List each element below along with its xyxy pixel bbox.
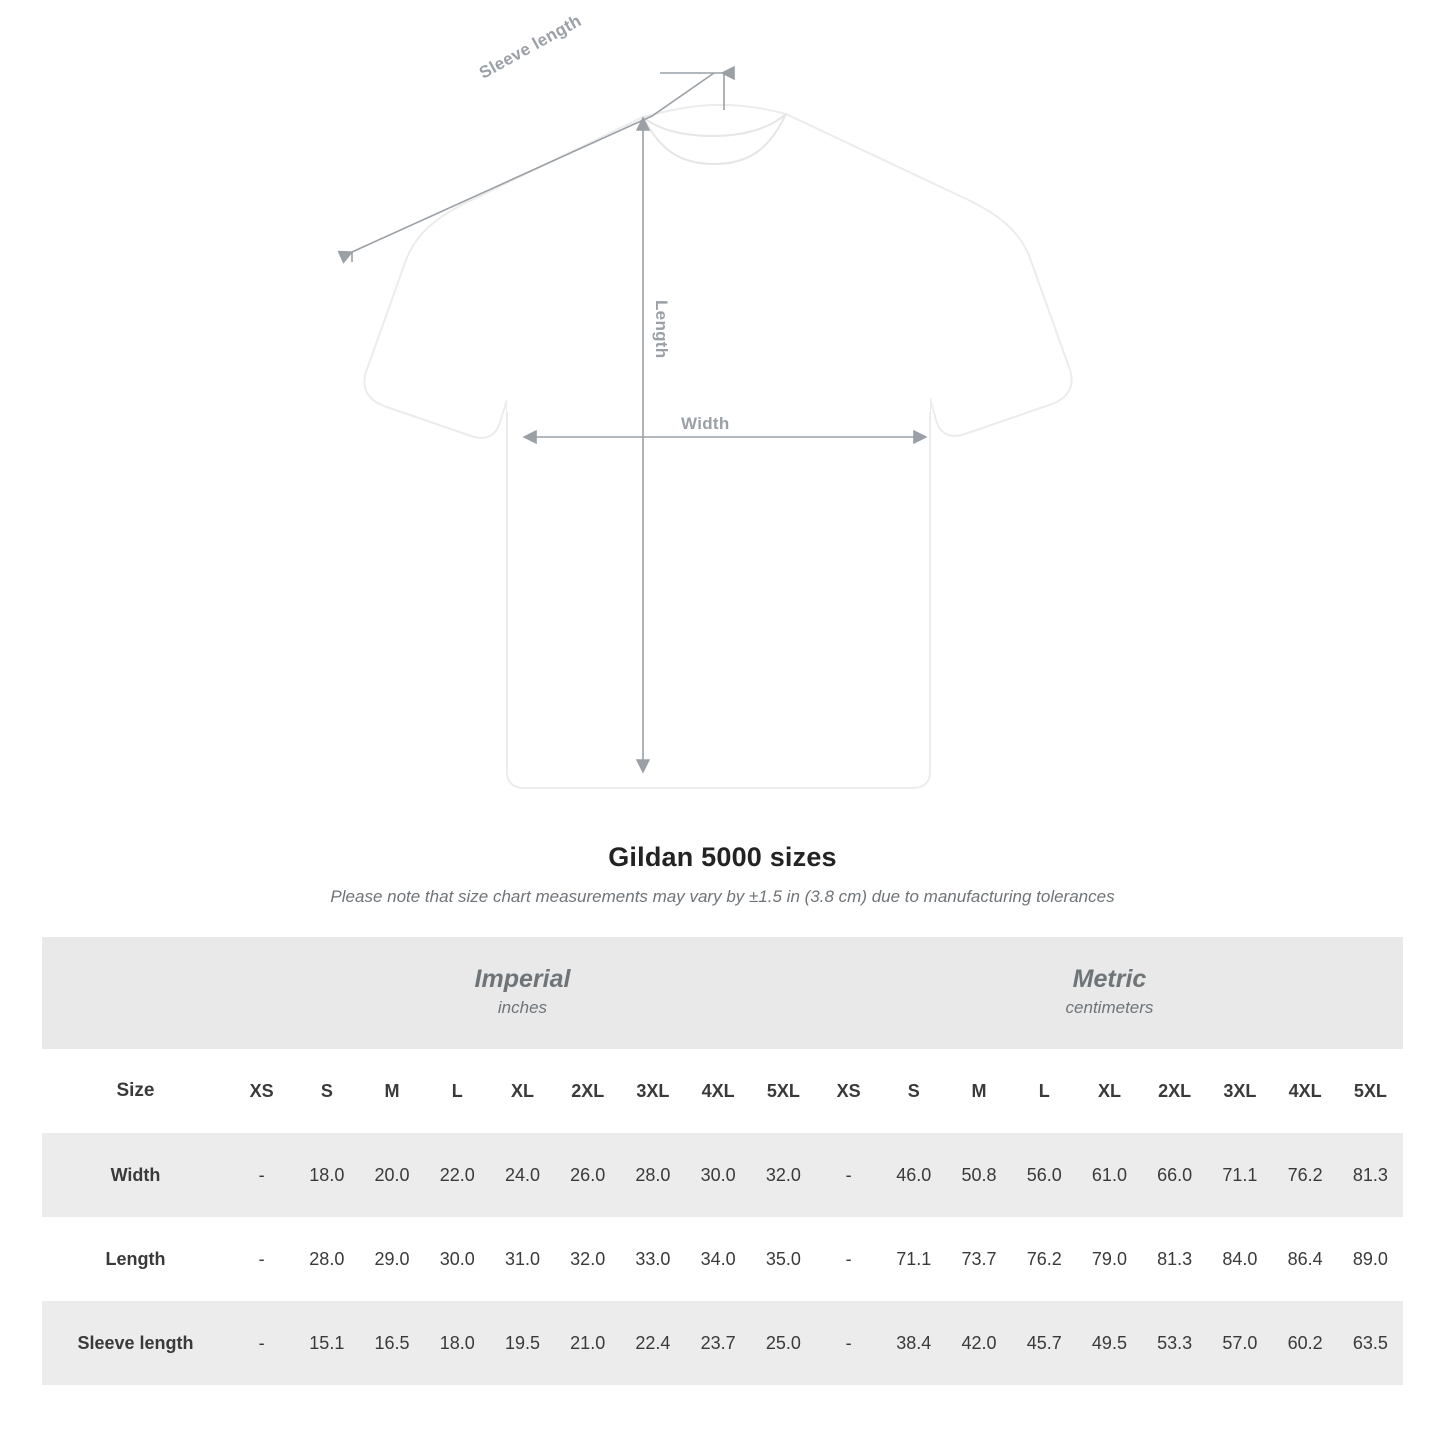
cell-length-metric-3xl: 84.0 (1207, 1217, 1272, 1301)
cell-sleeve-metric-xl: 49.5 (1077, 1301, 1142, 1385)
header-metric-5xl: 5XL (1338, 1049, 1403, 1133)
header-imperial-l: L (425, 1049, 490, 1133)
header-metric-xl: XL (1077, 1049, 1142, 1133)
cell-sleeve-metric-3xl: 57.0 (1207, 1301, 1272, 1385)
cell-width-metric-s: 46.0 (881, 1133, 946, 1217)
header-size: Size (42, 1049, 229, 1133)
row-label-length: Length (42, 1217, 229, 1301)
header-imperial-xl: XL (490, 1049, 555, 1133)
cell-length-metric-5xl: 89.0 (1338, 1217, 1403, 1301)
header-imperial-s: S (294, 1049, 359, 1133)
cell-sleeve-imperial-4xl: 23.7 (686, 1301, 751, 1385)
cell-width-imperial-s: 18.0 (294, 1133, 359, 1217)
cell-sleeve-imperial-m: 16.5 (359, 1301, 424, 1385)
unit-band-row (42, 937, 1403, 1049)
cell-length-metric-m: 73.7 (946, 1217, 1011, 1301)
header-imperial-4xl: 4XL (686, 1049, 751, 1133)
header-metric-4xl: 4XL (1273, 1049, 1338, 1133)
cell-width-imperial-4xl: 30.0 (686, 1133, 751, 1217)
cell-length-imperial-s: 28.0 (294, 1217, 359, 1301)
cell-length-metric-xl: 79.0 (1077, 1217, 1142, 1301)
size-table-container (42, 937, 1403, 1385)
cell-width-metric-2xl: 66.0 (1142, 1133, 1207, 1217)
table-header-row (42, 1049, 1403, 1133)
header-metric-2xl: 2XL (1142, 1049, 1207, 1133)
unit-group-imperial-name: Imperial (474, 965, 571, 994)
cell-width-imperial-l: 22.0 (425, 1133, 490, 1217)
length-label: Length (652, 300, 671, 359)
cell-length-imperial-xs: - (229, 1217, 294, 1301)
width-label: Width (681, 414, 730, 433)
unit-group-imperial-sub: inches (497, 997, 548, 1017)
cell-sleeve-imperial-3xl: 22.4 (620, 1301, 685, 1385)
table-row (42, 1301, 1403, 1385)
header-metric-m: M (946, 1049, 1011, 1133)
cell-sleeve-metric-4xl: 60.2 (1273, 1301, 1338, 1385)
cell-sleeve-metric-m: 42.0 (946, 1301, 1011, 1385)
cell-width-metric-m: 50.8 (946, 1133, 1011, 1217)
cell-width-imperial-xl: 24.0 (490, 1133, 555, 1217)
cell-width-metric-3xl: 71.1 (1207, 1133, 1272, 1217)
cell-sleeve-imperial-l: 18.0 (425, 1301, 490, 1385)
header-metric-l: L (1012, 1049, 1077, 1133)
cell-sleeve-metric-l: 45.7 (1012, 1301, 1077, 1385)
row-label-width: Width (42, 1133, 229, 1217)
row-label-sleeve-length: Sleeve length (42, 1301, 229, 1385)
cell-width-imperial-5xl: 32.0 (751, 1133, 816, 1217)
cell-width-imperial-m: 20.0 (359, 1133, 424, 1217)
header-imperial-5xl: 5XL (751, 1049, 816, 1133)
header-metric-3xl: 3XL (1207, 1049, 1272, 1133)
cell-length-metric-2xl: 81.3 (1142, 1217, 1207, 1301)
header-imperial-2xl: 2XL (555, 1049, 620, 1133)
cell-width-imperial-xs: - (229, 1133, 294, 1217)
header-metric-s: S (881, 1049, 946, 1133)
cell-width-metric-5xl: 81.3 (1338, 1133, 1403, 1217)
cell-length-imperial-m: 29.0 (359, 1217, 424, 1301)
cell-length-imperial-2xl: 32.0 (555, 1217, 620, 1301)
cell-sleeve-metric-5xl: 63.5 (1338, 1301, 1403, 1385)
size-table (42, 937, 1403, 1385)
unit-band-spacer (42, 937, 229, 1049)
cell-sleeve-metric-xs: - (816, 1301, 881, 1385)
cell-length-metric-l: 76.2 (1012, 1217, 1077, 1301)
tolerance-note: Please note that size chart measurements may vary by ±1.5 in (3.8 cm) due to manufacturing tolerances (330, 887, 1115, 906)
cell-length-imperial-4xl: 34.0 (686, 1217, 751, 1301)
cell-sleeve-metric-s: 38.4 (881, 1301, 946, 1385)
table-row (42, 1133, 1403, 1217)
cell-width-imperial-2xl: 26.0 (555, 1133, 620, 1217)
cell-sleeve-imperial-2xl: 21.0 (555, 1301, 620, 1385)
cell-width-metric-xl: 61.0 (1077, 1133, 1142, 1217)
unit-group-imperial (229, 937, 816, 1049)
cell-length-metric-s: 71.1 (881, 1217, 946, 1301)
page-title: Gildan 5000 sizes (608, 842, 837, 872)
header-imperial-3xl: 3XL (620, 1049, 685, 1133)
cell-sleeve-imperial-xl: 19.5 (490, 1301, 555, 1385)
header-metric-xs: XS (816, 1049, 881, 1133)
tshirt-shape (364, 105, 1071, 788)
cell-length-metric-xs: - (816, 1217, 881, 1301)
unit-group-metric-name: Metric (1072, 965, 1147, 994)
cell-width-metric-4xl: 76.2 (1273, 1133, 1338, 1217)
cell-length-imperial-3xl: 33.0 (620, 1217, 685, 1301)
sleeve-length-label: Sleeve length (476, 10, 585, 83)
unit-group-metric (816, 937, 1403, 1049)
header-imperial-xs: XS (229, 1049, 294, 1133)
cell-sleeve-imperial-5xl: 25.0 (751, 1301, 816, 1385)
header-imperial-m: M (359, 1049, 424, 1133)
unit-group-metric-sub: centimeters (1065, 997, 1154, 1017)
cell-length-metric-4xl: 86.4 (1273, 1217, 1338, 1301)
cell-length-imperial-xl: 31.0 (490, 1217, 555, 1301)
cell-sleeve-metric-2xl: 53.3 (1142, 1301, 1207, 1385)
cell-sleeve-imperial-xs: - (229, 1301, 294, 1385)
table-row (42, 1217, 1403, 1301)
cell-length-imperial-l: 30.0 (425, 1217, 490, 1301)
cell-width-metric-l: 56.0 (1012, 1133, 1077, 1217)
cell-width-imperial-3xl: 28.0 (620, 1133, 685, 1217)
cell-length-imperial-5xl: 35.0 (751, 1217, 816, 1301)
cell-sleeve-imperial-s: 15.1 (294, 1301, 359, 1385)
cell-width-metric-xs: - (816, 1133, 881, 1217)
